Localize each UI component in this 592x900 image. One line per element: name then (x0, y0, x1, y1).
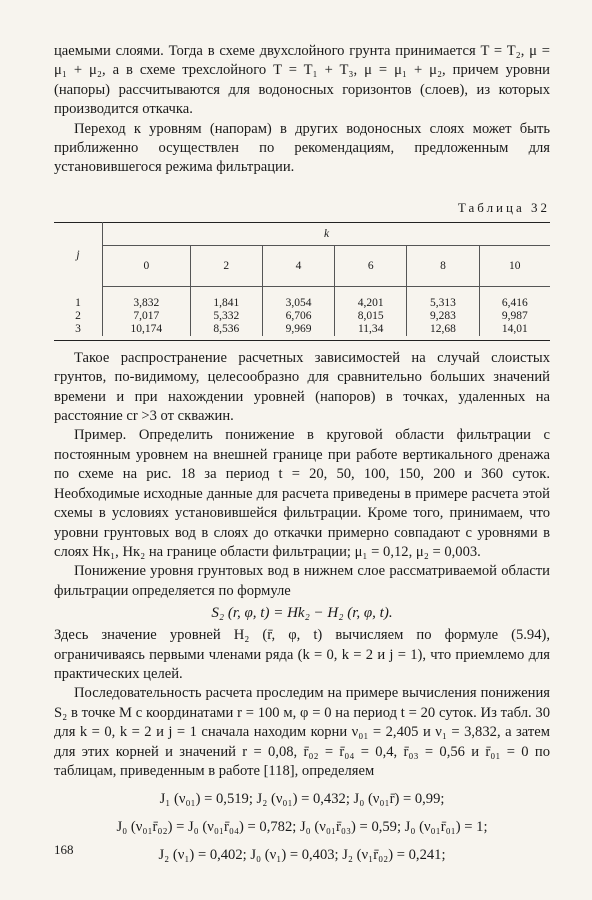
table-row (54, 323, 550, 336)
group-header: k (103, 222, 551, 245)
row-label: 1 (54, 286, 103, 310)
table-cell: 9,283 (407, 310, 479, 323)
table-cell: 9,969 (262, 323, 334, 336)
table-row (54, 286, 550, 310)
column-header-row (54, 245, 550, 286)
data-table (54, 222, 550, 341)
column-header: 2 (190, 245, 262, 286)
table-cell: 8,015 (335, 310, 407, 323)
formula-s2: S₂ (r, φ, t) = Hk₂ − H₂ (r, φ, t). (211, 605, 393, 622)
paragraph-2: Переход к уровням (напорам) в других водоносных слоях может быть приближенно осуществлен по рекомендациям, предложенным для установившегося режима фильтрации. (54, 120, 550, 176)
paragraph-example: Пример. Определить понижение в круговой области фильтрации с постоянным уровнем на внешней границе при работе вертикального дренажа по схеме на рис. 18 за период t = 20, 50, 100, 150, 200 и 360 суток. Необходимые исходные данные для расчета приведены в примере расчета этой схемы в условиях установившейся фильтрации. Кроме того, принимаем, что уровни грунтовых вод в слоях до откачки примерно совпадают с уровнями в слоях Hк₁, Hк₂ на границе области фильтрации; μ₁ = 0,12, μ₂ = 0,003. (54, 427, 550, 560)
table-cell: 7,017 (103, 310, 191, 323)
table-cell: 11,34 (335, 323, 407, 336)
paragraph-1: цаемыми слоями. Тогда в схеме двухслойного грунта принимается T = T₂, μ = μ₁ + μ₂, а в схеме трехслойного T = T₁ + T₃, μ = μ₁ + μ₂, причем уровни (напоры) рассчитываются для водоносных горизонтов (слоев), из которых производится откачка. (54, 43, 550, 118)
table-caption: Таблица 32 (457, 199, 550, 215)
column-header: 10 (479, 245, 550, 286)
table-cell: 5,332 (190, 310, 262, 323)
table-end-rule (54, 336, 550, 341)
table-cell: 10,174 (103, 323, 191, 336)
paragraph-5: Понижение уровня грунтовых вод в нижнем слое рассматриваемой области фильтрации определяется по формуле (54, 563, 550, 599)
table-row (54, 310, 550, 323)
table-header-row (54, 222, 550, 245)
table-cell: 6,416 (479, 286, 550, 310)
equation-line-1: J₁ (ν₀₁) = 0,519; J₂ (ν₀₁) = 0,432; J₀ (ν₀₁r̄) = 0,99; (159, 791, 445, 808)
paragraph-6: Здесь значение уровней H₂ (r̄, φ, t) вычисляем по формуле (5.94), ограничиваясь первыми членами ряда (k = 0, k = 2 и j = 1), что приемлемо для практических целей. (54, 627, 550, 682)
column-header: 0 (103, 245, 191, 286)
table-cell: 12,68 (407, 323, 479, 336)
table-cell: 3,832 (103, 286, 191, 310)
table-cell: 8,536 (190, 323, 262, 336)
table-cell: 5,313 (407, 286, 479, 310)
column-header: 6 (335, 245, 407, 286)
table-cell: 6,706 (262, 310, 334, 323)
table-cell: 4,201 (335, 286, 407, 310)
row-header: j (54, 222, 103, 286)
table-body (54, 286, 550, 336)
row-label: 3 (54, 323, 103, 336)
page-body (54, 42, 550, 869)
page-number: 168 (54, 842, 74, 857)
table-cell: 14,01 (479, 323, 550, 336)
table-cell: 9,987 (479, 310, 550, 323)
row-label: 2 (54, 310, 103, 323)
column-header: 4 (262, 245, 334, 286)
paragraph-3: Такое распространение расчетных зависимостей на случай слоистых грунтов, по-видимому, целесообразно для сравнительно больших значений времени и при нахождении уровней (напоров) в точках, удаленных на расстояние cr >3 от скважин. (54, 349, 550, 425)
equation-line-3: J₂ (ν₁) = 0,402; J₀ (ν₁) = 0,403; J₂ (ν₁r̄₀₂) = 0,241; (158, 847, 446, 864)
table-cell: 3,054 (262, 286, 334, 310)
equation-line-2: J₀ (ν₀₁r̄₀₂) = J₀ (ν₀₁r̄₀₄) = 0,782; J₀ (ν₀₁r̄₀₃) = 0,59; J₀ (ν₀₁r̄₀₁) = 1; (116, 819, 488, 836)
table-cell: 1,841 (190, 286, 262, 310)
column-header: 8 (407, 245, 479, 286)
paragraph-7: Последовательность расчета проследим на примере вычисления понижения S₂ в точке M с координатами r = 100 м, φ = 0 на период t = 20 суток. Из табл. 30 для k = 0, k = 2 и j = 1 сначала находим корни ν₀₁ = 2,405 и ν₁ = 3,832, а затем для этих корней и значений r = 0,08, r̄₀₂ = r̄₀₄ = 0,4, r̄₀₃ = 0,56 и r̄₀₁ = 0 по таблицам, приведенным в работе [118], определяем (54, 685, 550, 779)
